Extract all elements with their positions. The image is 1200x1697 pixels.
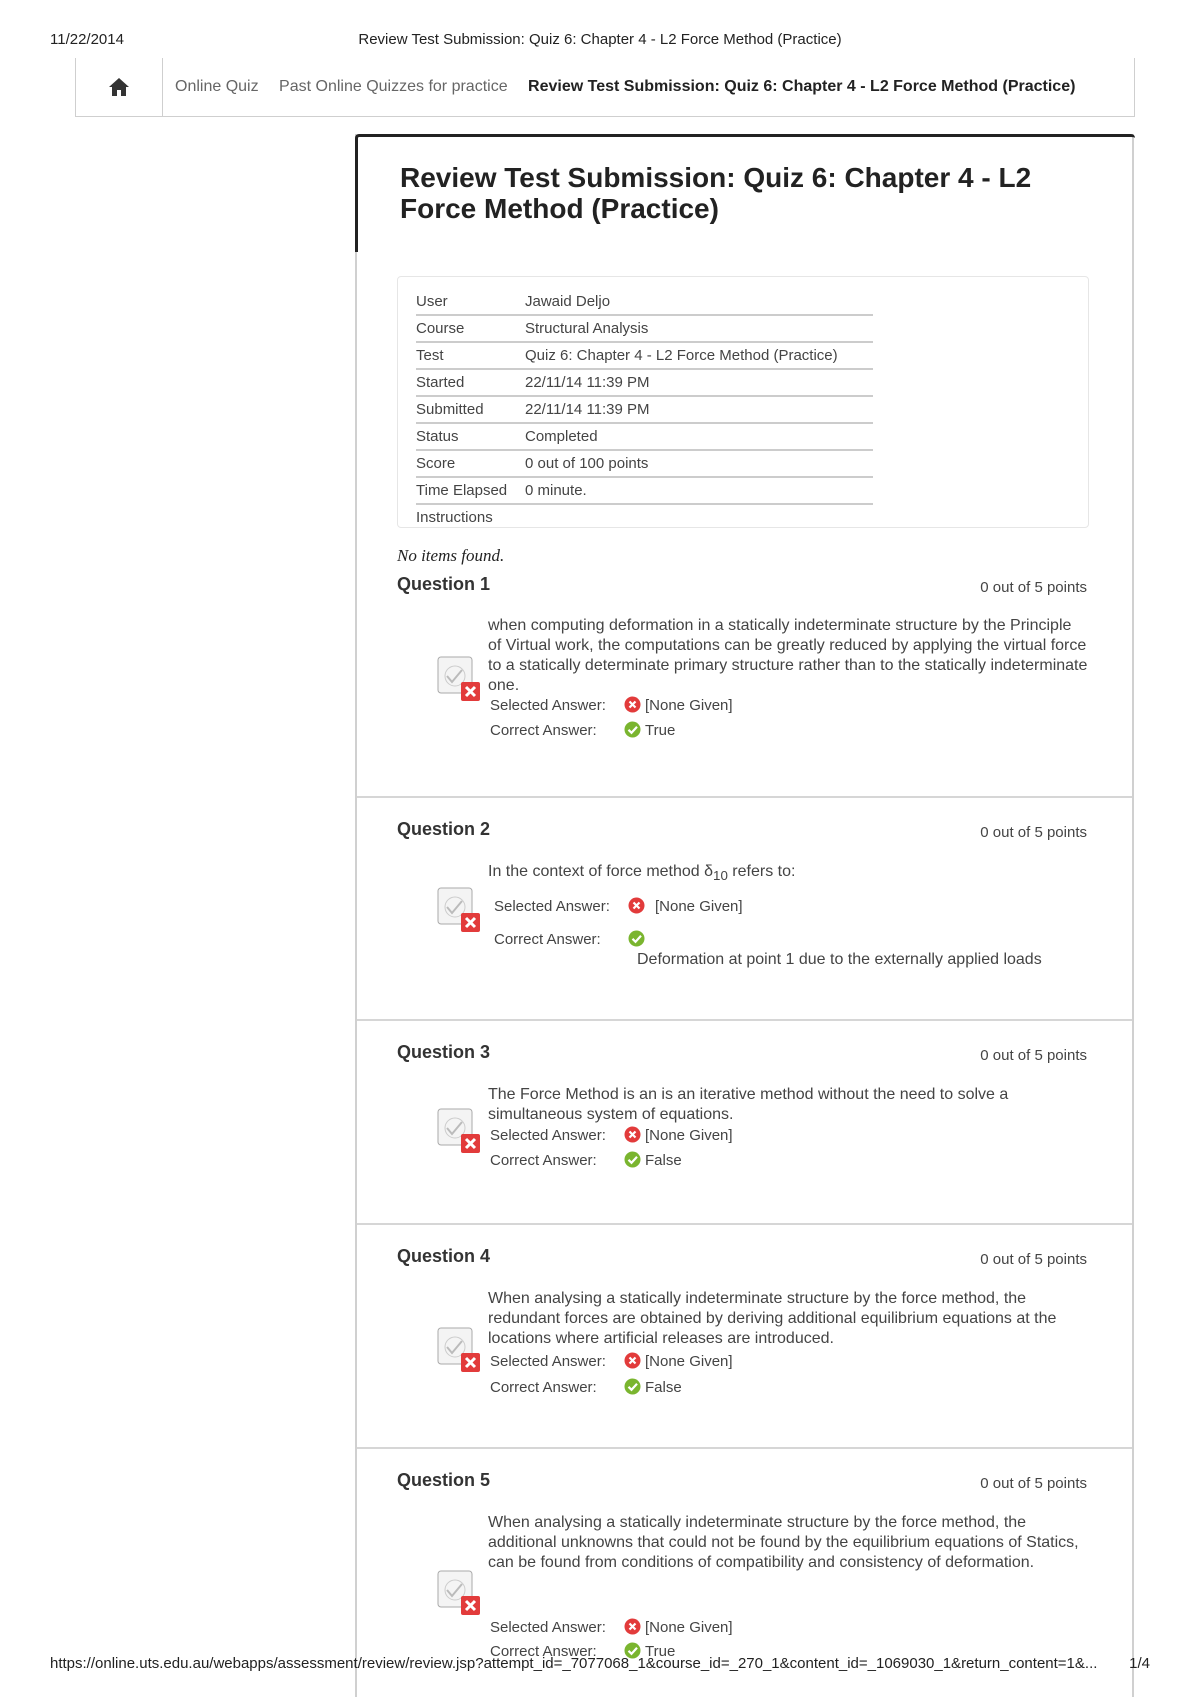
question-text: The Force Method is an is an iterative method without the need to solve a simultaneous system of equations. xyxy=(488,1086,1009,1123)
question-text-tail: refers to: xyxy=(727,863,796,880)
question-1 xyxy=(357,574,1132,804)
check-circle-icon xyxy=(628,930,645,947)
graded-incorrect-icon xyxy=(437,656,481,702)
question-divider xyxy=(357,1447,1132,1449)
home-icon xyxy=(108,77,130,97)
x-circle-icon xyxy=(624,1352,641,1369)
summary-label: Test xyxy=(416,347,444,364)
correct-answer-value: False xyxy=(645,1379,682,1396)
summary-value xyxy=(525,504,873,530)
graded-incorrect-icon xyxy=(437,1570,481,1616)
selected-answer-row xyxy=(490,1618,733,1636)
summary-label: Started xyxy=(416,374,465,391)
question-points: 0 out of 5 points xyxy=(980,1251,1087,1268)
graded-incorrect-icon xyxy=(437,887,481,933)
question-divider xyxy=(357,1019,1132,1021)
summary-value: Jawaid Deljo xyxy=(525,293,611,310)
summary-value: Quiz 6: Chapter 4 - L2 Force Method (Practice) xyxy=(525,347,838,364)
question-title: Question 3 xyxy=(397,1042,491,1062)
selected-answer-row xyxy=(490,696,733,714)
print-title: Review Test Submission: Quiz 6: Chapter 4 - L2 Force Method (Practice) xyxy=(358,31,842,48)
question-text-subscript: 10 xyxy=(713,868,728,884)
selected-answer-row xyxy=(490,1352,733,1370)
summary-value: Completed xyxy=(525,428,598,445)
content-panel xyxy=(355,134,1134,1697)
x-circle-icon xyxy=(624,696,641,713)
x-circle-icon xyxy=(624,1126,641,1143)
correct-answer-row xyxy=(490,1378,682,1396)
summary-label: Status xyxy=(416,428,459,445)
summary-row xyxy=(416,396,873,423)
question-title: Question 5 xyxy=(397,1470,491,1490)
selected-answer-value: [None Given] xyxy=(645,1619,733,1636)
question-title: Question 4 xyxy=(397,1246,491,1266)
print-date: 11/22/2014 xyxy=(50,31,124,48)
selected-answer-value: [None Given] xyxy=(645,1127,733,1144)
selected-answer-label: Selected Answer: xyxy=(490,1619,606,1636)
correct-answer-value: True xyxy=(645,722,676,739)
title-block xyxy=(355,134,1135,252)
summary-row xyxy=(416,289,873,315)
selected-answer-label: Selected Answer: xyxy=(494,898,610,915)
question-points: 0 out of 5 points xyxy=(980,824,1087,841)
correct-answer-label-row xyxy=(494,930,649,948)
question-3 xyxy=(357,1042,1132,1232)
selected-answer-row xyxy=(494,897,743,915)
question-text xyxy=(488,862,1088,886)
summary-label: Course xyxy=(416,320,465,337)
summary-row xyxy=(416,342,873,369)
question-points: 0 out of 5 points xyxy=(980,579,1087,596)
summary-label: Score xyxy=(416,455,456,472)
print-page-number: 1/4 xyxy=(1129,1655,1150,1672)
selected-answer-label: Selected Answer: xyxy=(490,697,606,714)
selected-answer-value: [None Given] xyxy=(645,1353,733,1370)
print-url: https://online.uts.edu.au/webapps/assessment/review/review.jsp?attempt_id=_7077068_1&course_id=_270_1&content_id=_1069030_1&return_content=1&... xyxy=(50,1655,1098,1672)
correct-answer-row xyxy=(490,1151,682,1169)
summary-value: Structural Analysis xyxy=(525,320,649,337)
summary-label: Time Elapsed xyxy=(416,482,508,499)
question-text-main: In the context of force method δ xyxy=(488,863,714,880)
correct-answer-label: Correct Answer: xyxy=(494,931,601,948)
x-circle-icon xyxy=(628,897,645,914)
check-circle-icon xyxy=(624,1151,641,1168)
breadcrumb-past-quizzes[interactable]: Past Online Quizzes for practice xyxy=(279,78,508,95)
correct-answer-label: Correct Answer: xyxy=(490,1643,597,1660)
selected-answer-label: Selected Answer: xyxy=(490,1353,606,1370)
graded-incorrect-icon xyxy=(437,1327,481,1373)
correct-answer-value: True xyxy=(645,1643,676,1660)
selected-answer-row xyxy=(490,1126,733,1144)
selected-answer-value: [None Given] xyxy=(655,898,743,915)
question-2 xyxy=(357,819,1132,1024)
graded-incorrect-icon xyxy=(437,1108,481,1154)
summary-label: Submitted xyxy=(416,401,484,418)
summary-value: 0 out of 100 points xyxy=(525,455,649,472)
breadcrumb xyxy=(75,58,1135,117)
summary-value: 22/11/14 11:39 PM xyxy=(525,374,650,391)
page-title: Review Test Submission: Quiz 6: Chapter 4 - L2 Force Method (Practice) xyxy=(400,162,1032,224)
summary-row xyxy=(416,423,873,450)
correct-answer-label: Correct Answer: xyxy=(490,722,597,739)
question-title: Question 1 xyxy=(397,574,491,594)
summary-label: Instructions xyxy=(416,509,493,526)
summary-row xyxy=(416,477,873,504)
question-text: when computing deformation in a statically indeterminate structure by the Principle of Virtual work, the computations can be greatly reduced by applying the virtual force to a statically determinate primary structure rather than to the statically indeterminate one. xyxy=(488,617,1088,694)
selected-answer-label: Selected Answer: xyxy=(490,1127,606,1144)
summary-value: 22/11/14 11:39 PM xyxy=(525,401,650,418)
submission-summary xyxy=(397,276,1089,528)
check-circle-icon xyxy=(624,1378,641,1395)
question-text: When analysing a statically indeterminate structure by the force method, the redundant forces are obtained by deriving additional equilibrium equations at the locations where artificial releases are introduced. xyxy=(488,1290,1057,1347)
summary-label: User xyxy=(416,293,448,310)
question-divider xyxy=(357,1223,1132,1225)
correct-answer-label: Correct Answer: xyxy=(490,1379,597,1396)
summary-row xyxy=(416,504,873,530)
summary-row xyxy=(416,315,873,342)
question-text: When analysing a statically indeterminate structure by the force method, the additional unknowns that could not be found by the equilibrium equations of Statics, can be found from conditions of compatibility and consistency of deformation. xyxy=(488,1514,1079,1571)
breadcrumb-online-quiz[interactable]: Online Quiz xyxy=(175,78,259,95)
question-divider xyxy=(357,796,1132,798)
no-items-message: No items found. xyxy=(397,546,505,565)
correct-answer-value: False xyxy=(645,1152,682,1169)
x-circle-icon xyxy=(624,1618,641,1635)
selected-answer-value: [None Given] xyxy=(645,697,733,714)
home-button[interactable] xyxy=(76,58,163,116)
correct-answer-label: Correct Answer: xyxy=(490,1152,597,1169)
summary-table xyxy=(416,289,873,530)
question-title: Question 2 xyxy=(397,819,491,839)
summary-row xyxy=(416,369,873,396)
correct-answer-row xyxy=(490,721,675,739)
summary-value: 0 minute. xyxy=(525,482,587,499)
check-circle-icon xyxy=(624,721,641,738)
correct-answer-value: Deformation at point 1 due to the externally applied loads xyxy=(637,951,1042,968)
question-points: 0 out of 5 points xyxy=(980,1475,1087,1492)
summary-row xyxy=(416,450,873,477)
breadcrumb-current: Review Test Submission: Quiz 6: Chapter 4 - L2 Force Method (Practice) xyxy=(528,78,1076,95)
question-4 xyxy=(357,1246,1132,1451)
question-points: 0 out of 5 points xyxy=(980,1047,1087,1064)
